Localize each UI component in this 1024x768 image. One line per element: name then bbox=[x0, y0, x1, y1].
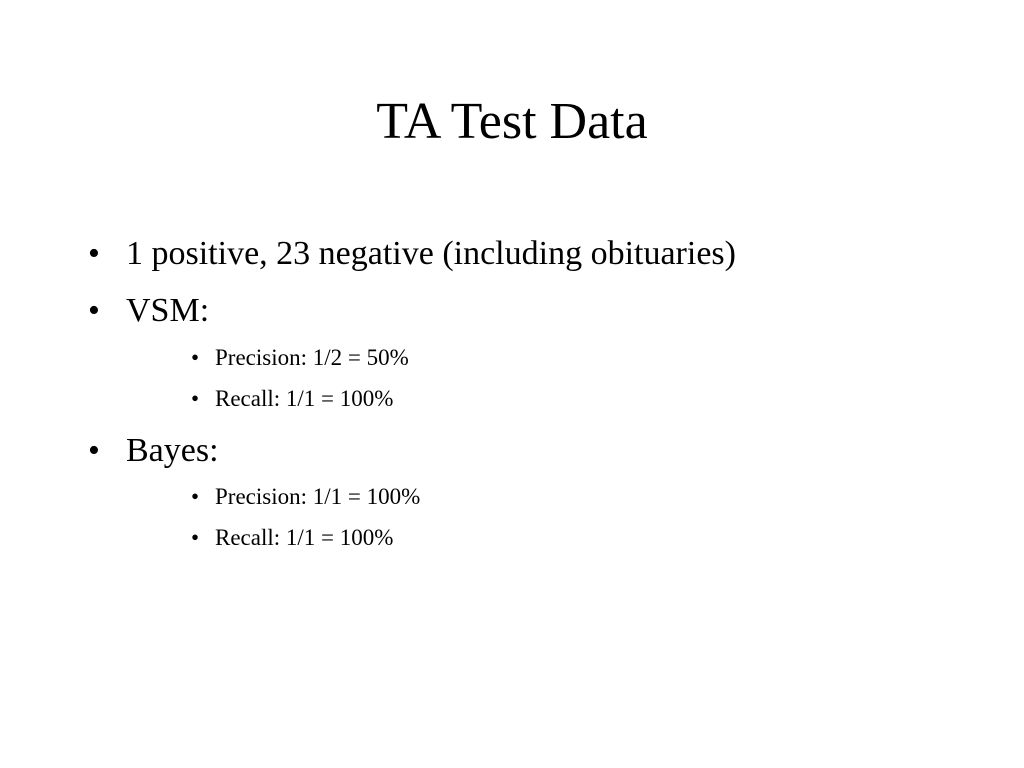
bullet-icon: • bbox=[191, 484, 200, 509]
sub-bullet-text: Precision: 1/1 = 100% bbox=[215, 484, 421, 509]
slide-title: TA Test Data bbox=[376, 93, 648, 150]
sub-bullet-text: Recall: 1/1 = 100% bbox=[215, 525, 394, 550]
bullet-text: Bayes: bbox=[126, 432, 219, 469]
bullet-icon: • bbox=[191, 525, 200, 550]
bullet-icon: • bbox=[88, 235, 100, 272]
sub-bullet-text: Precision: 1/2 = 50% bbox=[215, 345, 409, 370]
bullet-text: VSM: bbox=[126, 292, 210, 329]
sub-bullet-text: Recall: 1/1 = 100% bbox=[215, 386, 394, 411]
bullet-icon: • bbox=[191, 386, 200, 411]
bullet-text: 1 positive, 23 negative (including obituaries) bbox=[126, 235, 736, 272]
bullet-icon: • bbox=[88, 432, 100, 469]
bullet-icon: • bbox=[88, 292, 100, 329]
bullet-icon: • bbox=[191, 345, 200, 370]
